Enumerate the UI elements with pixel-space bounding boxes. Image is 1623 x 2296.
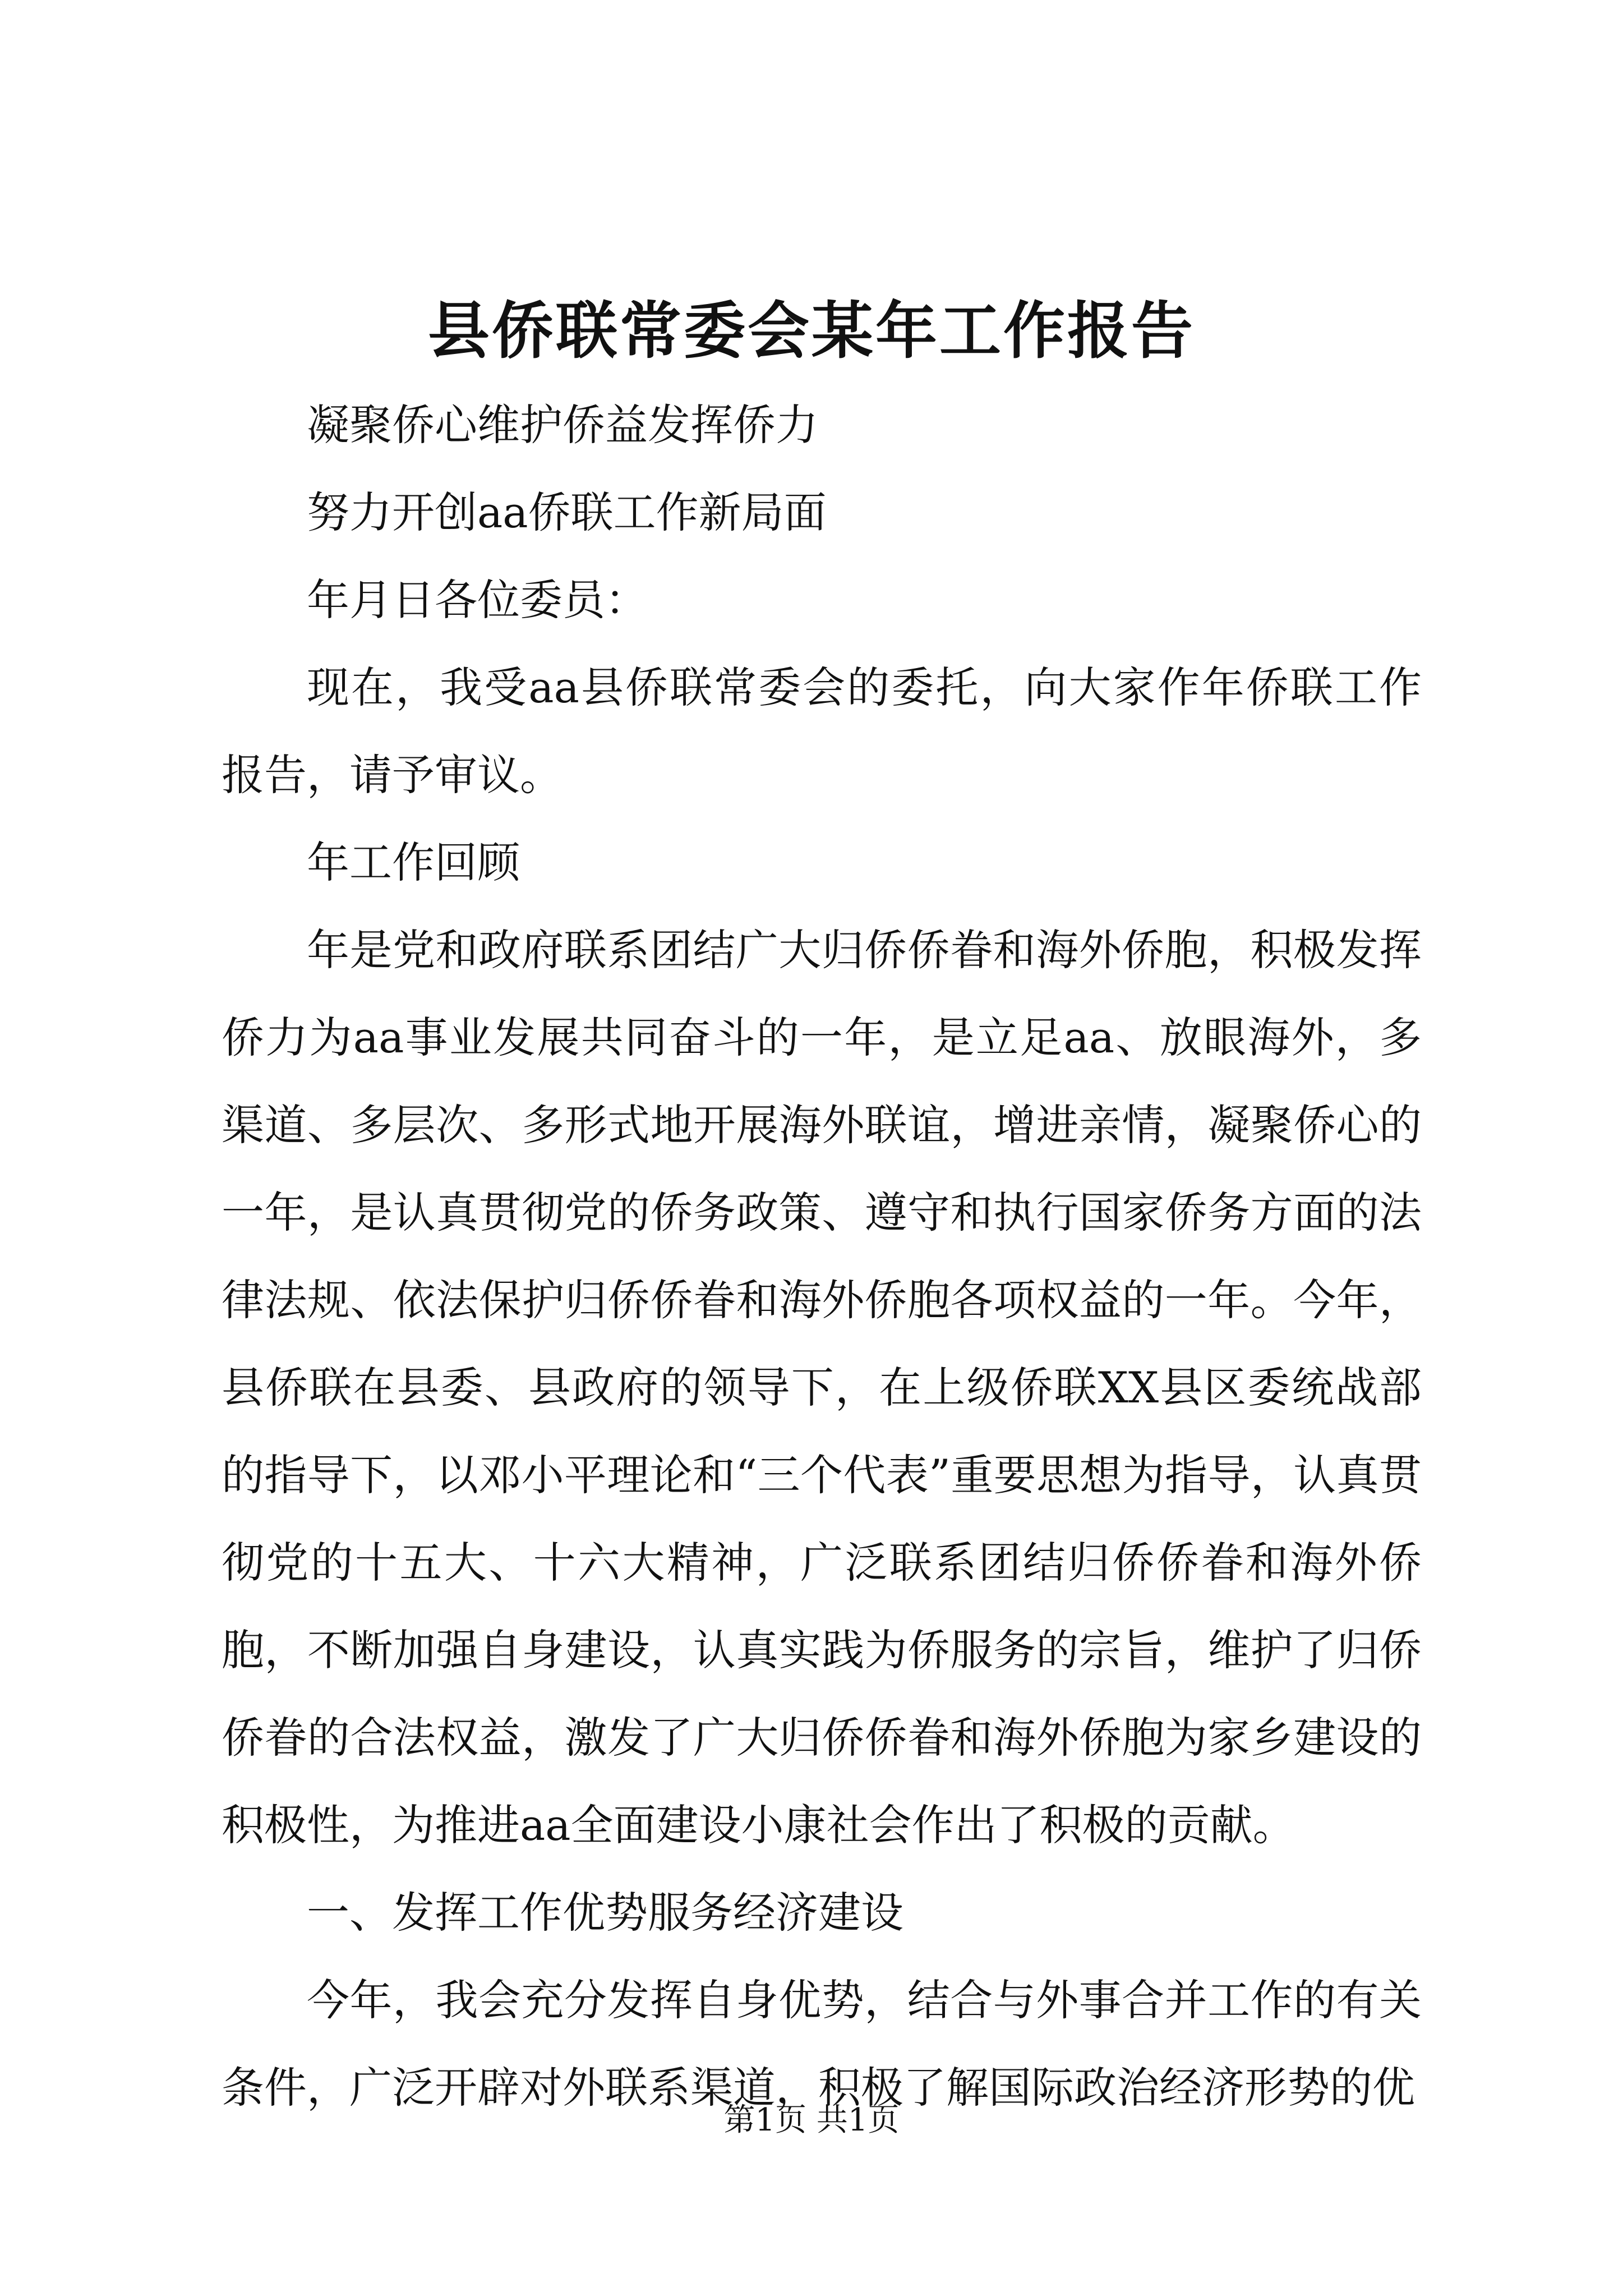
paragraph: 现在，我受aa县侨联常委会的委托，向大家作年侨联工作报告，请予审议。	[222, 662, 1422, 800]
paragraph: 年工作回顾	[307, 838, 520, 887]
paragraph: 努力开创aa侨联工作新局面	[307, 487, 827, 537]
paragraph: 今年，我会充分发挥自身优势，结合与外事合并工作的有关条件，广泛开辟对外联系渠道，积极了解国际政治经济形势的优	[222, 1975, 1422, 2113]
document-body	[222, 381, 1422, 2132]
paragraph: 年是党和政府联系团结广大归侨侨眷和海外侨胞，积极发挥侨力为aa事业发展共同奋斗的一年，是立足aa、放眼海外，多渠道、多层次、多形式地开展海外联谊，增进亲情，凝聚侨心的一年，是认真贯彻党的侨务政策、遵守和执行国家侨务方面的法律法规、依法保护归侨侨眷和海外侨胞各项权益的一年。今年，县侨联在县委、县政府的领导下，在上级侨联XX县区委统战部的指导下，以邓小平理论和“三个代表”重要思想为指导，认真贯彻党的十五大、十六大精神，广泛联系团结归侨侨眷和海外侨胞，不断加强自身建设，认真实践为侨服务的宗旨，维护了归侨侨眷的合法权益，激发了广大归侨侨眷和海外侨胞为家乡建设的积极性，为推进aa全面建设小康社会作出了积极的贡献。	[222, 925, 1422, 1850]
paragraph: 年月日各位委员：	[307, 575, 648, 625]
page-number-footer: 第1页 共1页	[723, 2102, 900, 2138]
document-title: 县侨联常委会某年工作报告	[428, 295, 1195, 367]
paragraph: 一、发挥工作优势服务经济建设	[307, 1888, 903, 1938]
paragraph: 凝聚侨心维护侨益发挥侨力	[307, 400, 818, 450]
